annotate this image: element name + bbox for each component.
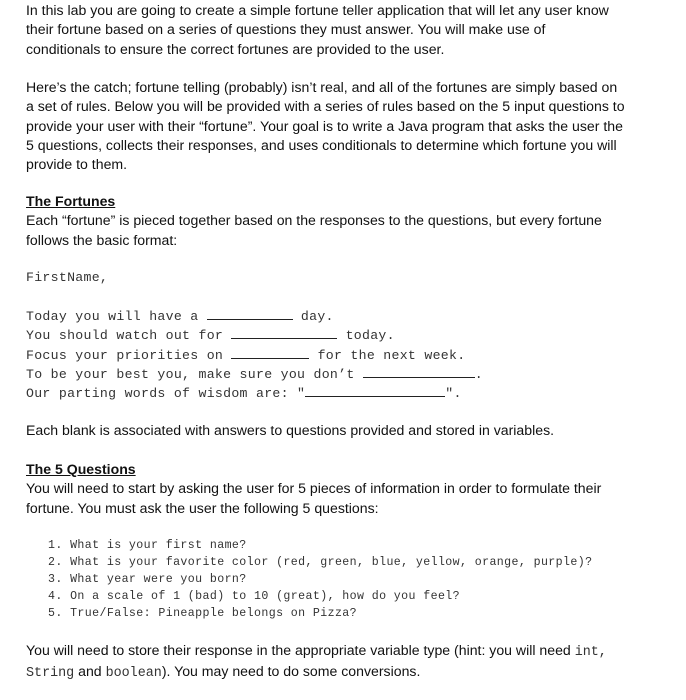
questions-section: [26, 460, 601, 518]
question-item: 1. What is your first name?: [48, 539, 247, 552]
template-text: .: [474, 366, 483, 382]
type-int: int,: [574, 645, 607, 660]
question-item: 2. What is your favorite color (red, green, blue, yellow, orange, purple)?: [48, 556, 593, 570]
fortunes-heading: The Fortunes: [26, 193, 116, 209]
catch-paragraph: [26, 78, 625, 174]
fortunes-line: follows the basic format:: [26, 231, 178, 248]
question-item: 5. True/False: Pineapple belongs on Pizza?: [48, 607, 358, 621]
template-text: Focus your priorities on: [26, 347, 232, 363]
questions-heading: The 5 Questions: [26, 461, 136, 477]
storage-text: You will need to store their response in the appropriate variable type (hint: you will need: [26, 642, 575, 658]
template-text: Our parting words of wisdom are: ": [26, 386, 306, 402]
fill-blank: [305, 385, 445, 397]
template-text: day.: [292, 309, 334, 324]
intro-paragraph: [26, 1, 609, 59]
fortunes-line: Each “fortune” is pieced together based on the responses to the questions, but every fortune: [26, 212, 602, 229]
fill-blank: [231, 347, 309, 359]
intro-line: conditionals to ensure the correct fortunes are provided to the user.: [26, 40, 445, 57]
fill-blank: [207, 308, 293, 320]
fill-blank: [363, 366, 475, 378]
storage-text: and: [74, 663, 106, 680]
questions-line: You will need to start by asking the user for 5 pieces of information in order to formulate their: [26, 480, 602, 497]
template-text: today.: [337, 328, 395, 344]
fortune-template-body: [26, 307, 483, 403]
catch-line: Here’s the catch; fortune telling (probably) isn’t real, and all of the fortunes are simply based on: [26, 79, 618, 95]
catch-line: a set of rules. Below you will be provided with a series of rules based on the 5 input questions to: [26, 98, 625, 115]
template-line-3: [26, 346, 483, 365]
storage-paragraph: [26, 641, 607, 684]
template-text: ".: [445, 386, 462, 402]
catch-line: 5 questions, collects their responses, and uses conditionals to determine which fortune you will: [26, 136, 617, 153]
questions-line: fortune. You must ask the user the following 5 questions:: [26, 499, 379, 516]
template-text: To be your best you, make sure you don’t: [26, 366, 363, 382]
type-string: String: [26, 666, 75, 682]
fortune-template: [26, 268, 108, 287]
storage-text: ). You may need to do some conversions.: [161, 663, 421, 680]
template-text: Today you will have a: [26, 309, 207, 324]
intro-line: their fortune based on a series of questions they must answer. You will make use of: [26, 21, 546, 38]
storage-line-2: [26, 662, 607, 683]
template-greeting: FirstName,: [26, 270, 109, 285]
question-item: 3. What year were you born?: [48, 573, 247, 587]
question-list: [48, 537, 592, 622]
type-boolean: boolean: [105, 666, 162, 682]
template-line-4: [26, 365, 483, 384]
template-text: for the next week.: [309, 347, 466, 363]
fill-blank: [231, 327, 337, 339]
template-text: You should watch out for: [26, 328, 232, 344]
fortunes-section: [26, 192, 602, 250]
catch-line: provide to them.: [26, 156, 128, 173]
template-line-1: [26, 307, 483, 326]
template-line-5: [26, 384, 483, 403]
intro-line: In this lab you are going to create a simple fortune teller application that will let any user know: [26, 2, 609, 18]
catch-line: provide your user with their “fortune”. Your goal is to write a Java program that asks the user the: [26, 117, 623, 134]
blank-explanation: Each blank is associated with answers to questions provided and stored in variables.: [26, 422, 555, 438]
template-line-2: [26, 326, 483, 345]
question-item: 4. On a scale of 1 (bad) to 10 (great), how do you feel?: [48, 590, 461, 604]
storage-line-1: [26, 641, 607, 662]
